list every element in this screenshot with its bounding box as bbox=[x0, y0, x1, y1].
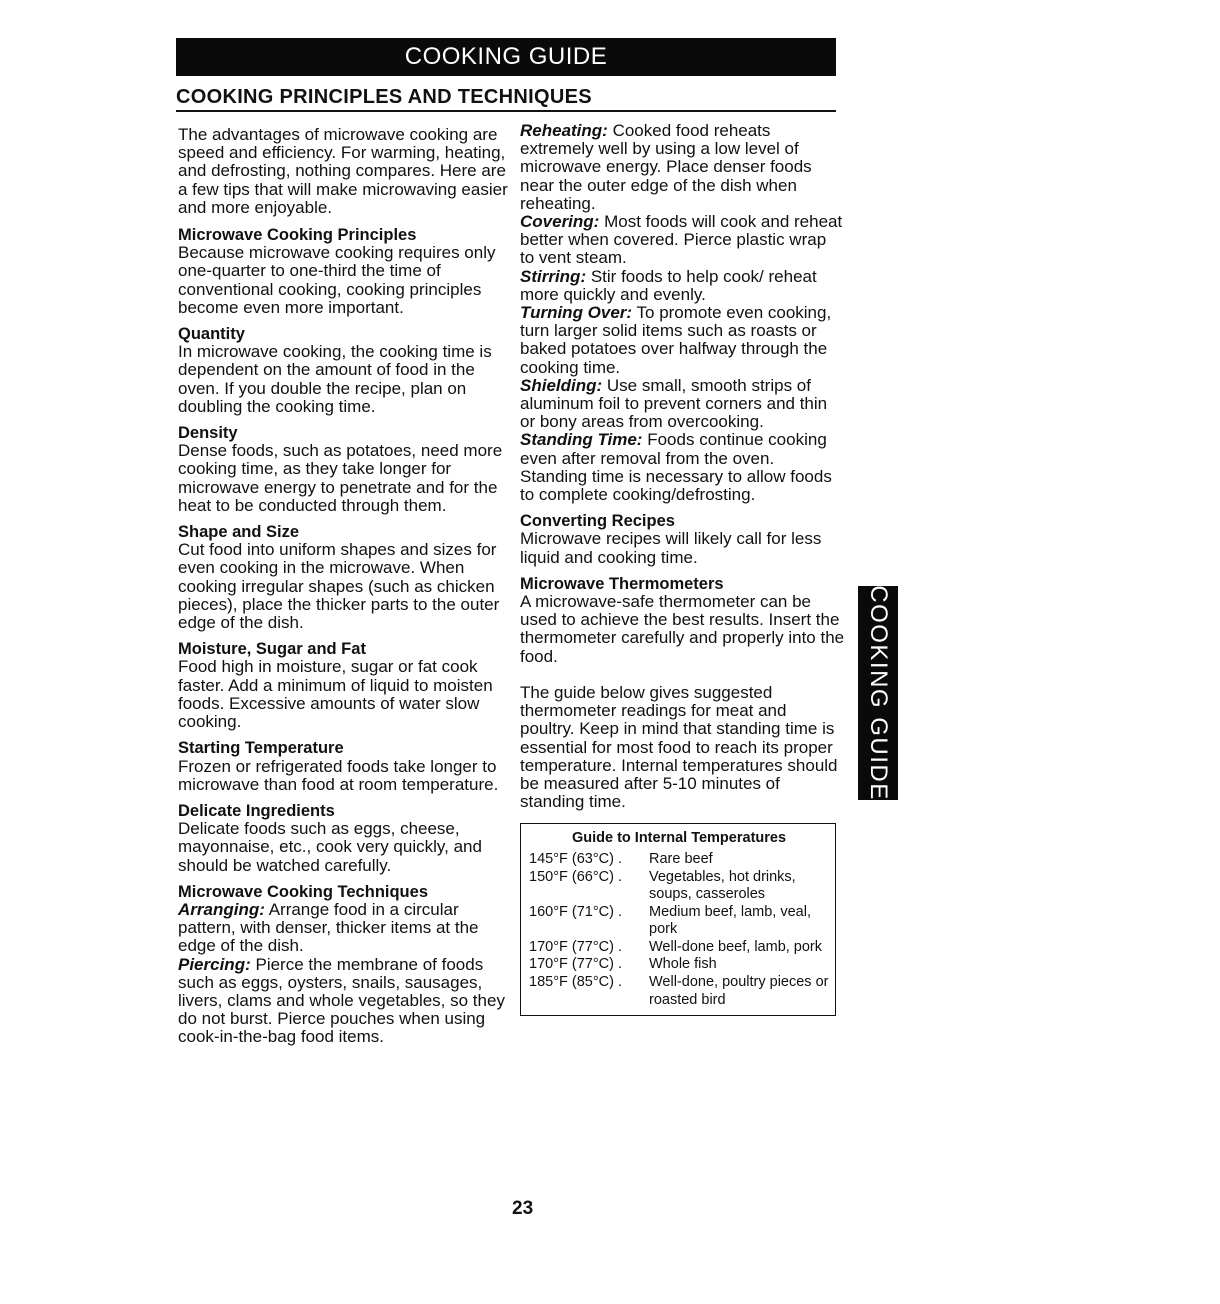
food-cell: Whole fish bbox=[649, 956, 717, 973]
temperature-cell: 170°F (77°C) . bbox=[529, 938, 622, 955]
techniques-heading: Microwave Cooking Techniques bbox=[178, 882, 428, 901]
technique-shielding bbox=[520, 377, 845, 432]
starting-temperature-text: Frozen or refrigerated foods take longer to microwave than food at room temperature. bbox=[178, 756, 499, 794]
technique-lead: Reheating: bbox=[520, 121, 608, 140]
side-tab bbox=[858, 586, 898, 800]
temperature-cell: 185°F (85°C) . bbox=[529, 974, 622, 991]
density-heading: Density bbox=[178, 424, 238, 443]
technique-lead: Standing Time: bbox=[520, 430, 643, 450]
table-row bbox=[529, 869, 829, 904]
temperature-guide-table bbox=[520, 823, 836, 1016]
converting-text: Microwave recipes will likely call for less liquid and cooking time. bbox=[520, 529, 822, 567]
section-title: COOKING PRINCIPLES AND TECHNIQUES bbox=[176, 86, 592, 108]
shape-block bbox=[178, 523, 508, 632]
quantity-text: In microwave cooking, the cooking time is dependent on the amount of food in the oven. If you double the recipe, plan on doubling the cooking time. bbox=[178, 342, 492, 416]
technique-text: Foods continue cooking even after removal from the oven. Standing time is necessary to allow foods to complete cooking/defrosting. bbox=[520, 430, 832, 505]
technique-text: Stir foods to help cook/ reheat more quickly and evenly. bbox=[520, 266, 817, 304]
converting-block bbox=[520, 512, 845, 567]
technique-text: Most foods will cook and reheat better when covered. Pierce plastic wrap to vent steam. bbox=[520, 212, 843, 268]
density-block bbox=[178, 424, 508, 515]
technique-turning-over bbox=[520, 304, 845, 377]
temperature-cell: 170°F (77°C) . bbox=[529, 956, 622, 973]
food-cell: Medium beef, lamb, veal, pork bbox=[649, 903, 811, 938]
shape-heading: Shape and Size bbox=[178, 523, 300, 542]
temperature-cell: 150°F (66°C) . bbox=[529, 868, 622, 885]
right-column bbox=[520, 122, 845, 1016]
principles-heading: Microwave Cooking Principles bbox=[178, 226, 417, 245]
banner: COOKING GUIDE bbox=[176, 38, 836, 76]
table-row bbox=[529, 974, 829, 1009]
delicate-text: Delicate foods such as eggs, cheese, mayonnaise, etc., cook very quickly, and should be watched carefully. bbox=[178, 819, 482, 875]
techniques-continued bbox=[520, 122, 845, 504]
technique-lead: Piercing: bbox=[178, 954, 251, 974]
technique-lead: Turning Over: bbox=[520, 303, 633, 323]
temperature-guide-title: Guide to Internal Temperatures bbox=[571, 830, 787, 847]
technique-reheating bbox=[520, 122, 845, 213]
technique-text: Use small, smooth strips of aluminum foil to prevent corners and thin or bony areas from overcooking. bbox=[520, 375, 828, 432]
thermometers-heading: Microwave Thermometers bbox=[520, 574, 724, 593]
thermometers-text: A microwave-safe thermometer can be used to achieve the best results. Insert the thermometer carefully and properly into the food. bbox=[520, 592, 845, 666]
density-text: Dense foods, such as potatoes, need more cooking time, as they take longer for microwave energy to penetrate and for the heat to be conducted through them. bbox=[178, 441, 503, 515]
shape-text: Cut food into uniform shapes and sizes for even cooking in the microwave. When cooking irregular shapes (such as chicken pieces), place the thicker parts to the outer edge of the dish. bbox=[178, 540, 500, 633]
page-number: 23 bbox=[512, 1198, 534, 1219]
intro-paragraph: The advantages of microwave cooking are speed and efficiency. For warming, heating, and defrosting, nothing compares. Here are a few tips that will make microwaving easier and more enjoyable. bbox=[178, 125, 508, 217]
technique-text: Arrange food in a circular pattern, with denser, thicker items at the edge of the dish. bbox=[178, 899, 479, 956]
technique-lead: Stirring: bbox=[520, 266, 587, 286]
quantity-heading: Quantity bbox=[178, 325, 245, 344]
technique-lead: Covering: bbox=[520, 212, 600, 232]
table-row bbox=[529, 904, 829, 939]
moisture-heading: Moisture, Sugar and Fat bbox=[178, 640, 366, 659]
food-cell: Rare beef bbox=[649, 850, 713, 867]
technique-piercing bbox=[178, 956, 508, 1047]
moisture-text: Food high in moisture, sugar or fat cook faster. Add a minimum of liquid to moisten foods. Excessive amounts of water slow cooking. bbox=[178, 657, 493, 732]
technique-text: Cooked food reheats extremely well by using a low level of microwave energy. Place denser foods near the outer edge of the dish when reheating. bbox=[520, 121, 812, 213]
table-row bbox=[529, 939, 829, 957]
guide-paragraph: The guide below gives suggested thermometer readings for meat and poultry. Keep in mind that standing time is essential for most food to reach its proper temperature. Internal temperatures should be measured after 5-10 minutes of standing time. bbox=[520, 682, 838, 812]
principles-text: Because microwave cooking requires only one-quarter to one-third the time of conventional cooking, cooking principles become even more important. bbox=[178, 243, 496, 317]
technique-lead: Arranging: bbox=[178, 899, 265, 919]
table-row bbox=[529, 956, 829, 974]
section-divider bbox=[176, 110, 836, 112]
temperature-cell: 145°F (63°C) . bbox=[529, 850, 622, 867]
technique-covering bbox=[520, 213, 845, 268]
moisture-block bbox=[178, 640, 508, 731]
left-column bbox=[178, 126, 508, 1055]
technique-lead: Shielding: bbox=[520, 375, 603, 395]
technique-text: To promote even cooking, turn larger solid items such as roasts or baked potatoes over halfway through the cooking time. bbox=[520, 303, 832, 377]
technique-stirring bbox=[520, 268, 845, 304]
techniques-block bbox=[178, 883, 508, 1047]
converting-heading: Converting Recipes bbox=[520, 512, 675, 531]
delicate-block bbox=[178, 802, 508, 875]
side-tab-label: COOKING GUIDE bbox=[865, 585, 892, 801]
technique-arranging bbox=[178, 901, 508, 956]
food-cell: Vegetables, hot drinks, soups, casseroles bbox=[649, 868, 796, 903]
technique-standing-time bbox=[520, 431, 845, 504]
delicate-heading: Delicate Ingredients bbox=[178, 801, 335, 820]
starting-temperature-heading: Starting Temperature bbox=[178, 739, 344, 758]
principles-block bbox=[178, 226, 508, 317]
food-cell: Well-done beef, lamb, pork bbox=[649, 938, 823, 955]
starting-temperature-block bbox=[178, 739, 508, 794]
thermometers-block bbox=[520, 575, 845, 666]
technique-text: Pierce the membrane of foods such as eggs, oysters, snails, sausages, livers, clams and whole vegetables, so they do not burst. Pierce pouches when using cook-in-the-bag food items. bbox=[178, 954, 505, 1047]
quantity-block bbox=[178, 325, 508, 416]
food-cell: Well-done, poultry pieces or roasted bird bbox=[649, 974, 829, 1008]
temperature-cell: 160°F (71°C) . bbox=[529, 903, 622, 920]
table-row bbox=[529, 851, 829, 869]
